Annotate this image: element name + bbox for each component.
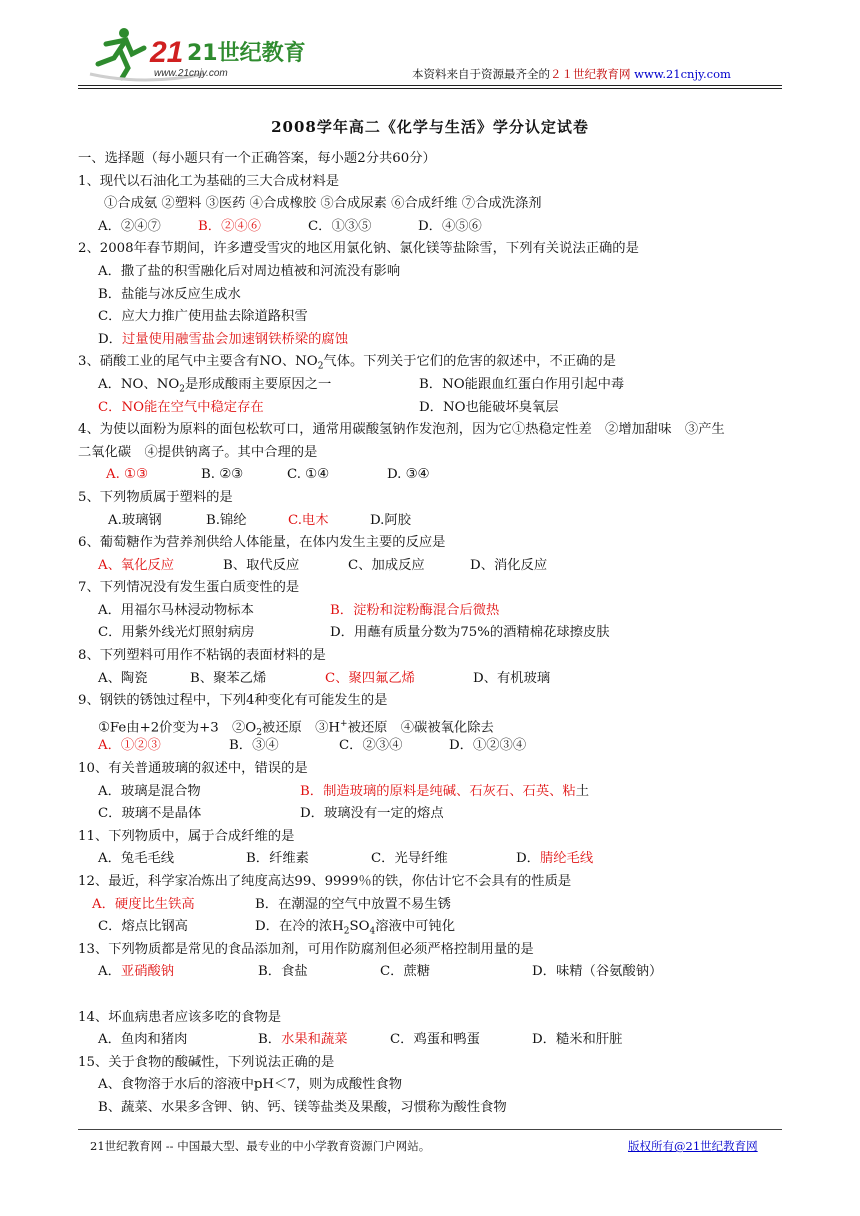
q5-option-c: C.电木 [288,512,329,528]
q10-option-b: B．制造玻璃的原料是纯碱、石灰石、石英、粘土 [300,783,590,799]
q8-option-d: D、有机玻璃 [473,670,551,686]
q4-option-a: A. ①③ [106,467,148,483]
q14-stem: 14、坏血病患者应该多吃的食物是 [78,1009,282,1025]
q14-options [78,1029,820,1052]
q7-options-cd [78,622,820,645]
q3-stem: 3、硝酸工业的尾气中主要含有NO、$NO_2$气体。下列关于它们的危害的叙述中，不正确的是 [78,354,616,372]
header-url-link[interactable]: www.21cnjy.com [634,67,731,81]
q5-option-d: D.阿胶 [370,512,412,528]
q10-option-d: D．玻璃没有一定的熔点 [300,806,444,822]
q2-option-b: B．盐能与冰反应生成水 [98,286,241,302]
blank-spacer [78,984,820,1007]
q3-option-a: A．NO、$NO_2$是形成酸雨主要原因之一 [98,376,332,395]
svg-text:www.21cnjy.com: www.21cnjy.com [154,68,228,79]
q6-option-a: A、氧化反应 [98,557,175,573]
q12-option-b: B．在潮湿的空气中放置不易生锈 [255,896,451,912]
q13-option-b: B．食盐 [258,964,308,980]
q9-option-a: A．①②③ [98,738,161,754]
q8-option-c: C、聚四氟乙烯 [325,670,415,686]
footer-text: 21世纪教育网 -- 中国最大型、最专业的中小学教育资源门户网站。 [90,1139,431,1153]
q9-option-c: C．②③④ [339,738,403,754]
header-site-name: ２１世纪教育网 [550,67,631,81]
q14-option-c: C．鸡蛋和鸭蛋 [390,1032,480,1048]
q10-option-a: A．玻璃是混合物 [98,783,201,799]
q3-option-b: B．NO能跟血红蛋白作用引起中毒 [419,376,625,392]
q11-options [78,848,820,871]
q5-options [78,510,820,533]
question-list [78,148,820,1120]
q14-option-d: D．糙米和肝脏 [532,1032,623,1048]
q2-stem: 2、2008年春节期间，许多遭受雪灾的地区用氯化钠、氯化镁等盐除雪，下列有关说法正确的是 [78,241,639,257]
q5-option-b: B.锦纶 [206,512,247,528]
footer-rule [78,1129,782,1130]
q13-option-a: A．亚硝酸钠 [98,964,175,980]
q7-stem: 7、下列情况没有发生蛋白质变性的是 [78,580,300,596]
q14-option-b: B．水果和蔬菜 [258,1032,348,1048]
q10-options-cd [78,803,820,826]
q5-stem: 5、下列物质属于塑料的是 [78,489,233,505]
footer-copyright-link[interactable]: 版权所有@21世纪教育网 [628,1139,758,1153]
q4-option-c: C. ①④ [287,467,329,483]
q3-options-ab [78,374,820,397]
q11-option-c: C．光导纤维 [371,851,448,867]
q4-options [78,464,820,487]
q6-option-d: D、消化反应 [470,557,548,573]
q7-options-ab [78,600,820,623]
q15-stem: 15、关于食物的酸碱性，下列说法正确的是 [78,1054,335,1070]
q3-options-cd [78,397,820,420]
q9-option-d: D．①②③④ [449,738,527,754]
q2-option-a: A．撒了盐的积雪融化后对周边植被和河流没有影响 [98,263,401,279]
q9-stem: 9、钢铁的锈蚀过程中，下列4种变化有可能发生的是 [78,693,388,709]
q12-option-c: C．熔点比钢高 [98,919,188,935]
q8-option-a: A、陶瓷 [98,670,148,686]
q6-option-c: C、加成反应 [348,557,425,573]
q7-option-c: C．用紫外线光灯照射病房 [98,625,255,641]
q4-option-b: B. ②③ [201,467,244,483]
q11-option-d: D．腈纶毛线 [516,851,594,867]
q2-option-d: D．过量使用融雪盐会加速钢铁桥梁的腐蚀 [98,331,349,347]
q11-option-b: B．纤维素 [246,851,309,867]
q1-option-a: A．②④⑦ [98,218,161,234]
q4-option-d: D. ③④ [387,467,430,483]
q11-option-a: A．兔毛毛线 [98,851,175,867]
q6-options [78,555,820,578]
svg-text:21: 21 [150,36,184,69]
q1-stem: 1、现代以石油化工为基础的三大合成材料是 [78,173,340,189]
q9-option-b: B．③④ [229,738,279,754]
q6-option-b: B、取代反应 [223,557,300,573]
q12-option-a: A．硬度比生铁高 [92,896,195,912]
q12-stem: 12、最近，科学家冶炼出了纯度高达99、9999％的铁，你估计它不会具有的性质是 [78,874,572,889]
q10-stem: 10、有关普通玻璃的叙述中，错误的是 [78,761,308,777]
q1-options [78,216,820,239]
q3-option-d: D．NO也能破坏臭氧层 [419,399,559,415]
q12-options-ab [78,894,820,917]
q7-option-b: B．淀粉和淀粉酶混合后微热 [330,602,500,618]
q7-option-d: D．用蘸有质量分数为75%的酒精棉花球擦皮肤 [330,625,610,641]
site-logo [84,24,306,84]
q9-items: ①Fe由+2价变为+3 $②O_2$被还原 ③H+被还原 ④碳被氧化除去 [98,718,494,738]
q1-option-d: D．④⑤⑥ [418,218,482,234]
q10-options-ab [78,781,820,804]
q8-option-b: B、聚苯乙烯 [190,670,267,686]
q4-stem-line1: 4、为使以面粉为原料的面包松软可口，通常用碳酸氢钠作发泡剂，因为它①热稳定性差 ②增加甜味 ③产生 [78,422,725,438]
q14-option-a: A．鱼肉和猪肉 [98,1032,188,1048]
header-rule-bottom [78,88,782,89]
q4-stem-line2: 二氧化碳 ④提供钠离子。其中合理的是 [78,444,318,460]
q1-option-b: B．②④⑥ [198,218,261,234]
q12-option-d: D．在冷的浓$H_2SO_4$溶液中可钝化 [255,919,456,937]
page-header [0,0,860,95]
q1-option-c: C．①③⑤ [308,218,372,234]
q7-option-a: A．用福尔马林浸动物标本 [98,602,254,618]
header-note: 本资料来自于资源最齐全的２１世纪教育网 www.21cnjy.com [412,67,731,81]
q3-option-c: C．NO能在空气中稳定存在 [98,399,264,415]
q9-options [78,735,820,758]
svg-text:21世纪教育: 21世纪教育 [187,41,306,66]
q13-option-d: D．味精（谷氨酸钠） [532,964,663,980]
q8-stem: 8、下列塑料可用作不粘锅的表面材料的是 [78,648,326,664]
q13-option-c: C．蔗糖 [380,964,431,980]
q6-stem: 6、葡萄糖作为营养剂供给人体能量，在体内发生主要的反应是 [78,535,446,551]
exam-title: 2008学年高二《化学与生活》学分认定试卷 [271,118,589,136]
q8-options [78,668,820,691]
q1-items: ①合成氨 ②塑料 ③医药 ④合成橡胶 ⑤合成尿素 ⑥合成纤维 ⑦合成洗涤剂 [104,196,542,212]
q12-options-cd [78,916,820,939]
section-heading: 一、选择题（每小题只有一个正确答案，每小题2分共60分） [78,151,436,166]
q13-stem: 13、下列物质都是常见的食品添加剂，可用作防腐剂但必须严格控制用量的是 [78,941,534,957]
q2-option-c: C．应大力推广使用盐去除道路积雪 [98,309,308,325]
header-rule-top [78,85,782,86]
q10-option-c: C．玻璃不是晶体 [98,806,202,822]
q5-option-a: A.玻璃钢 [108,512,162,528]
q13-options [78,961,820,984]
q15-option-b: B、蔬菜、水果多含钾、钠、钙、镁等盐类及果酸，习惯称为酸性食物 [98,1099,507,1115]
q15-option-a: A、食物溶于水后的溶液中pH＜7，则为成酸性食物 [98,1077,403,1093]
q11-stem: 11、下列物质中，属于合成纤维的是 [78,828,295,844]
